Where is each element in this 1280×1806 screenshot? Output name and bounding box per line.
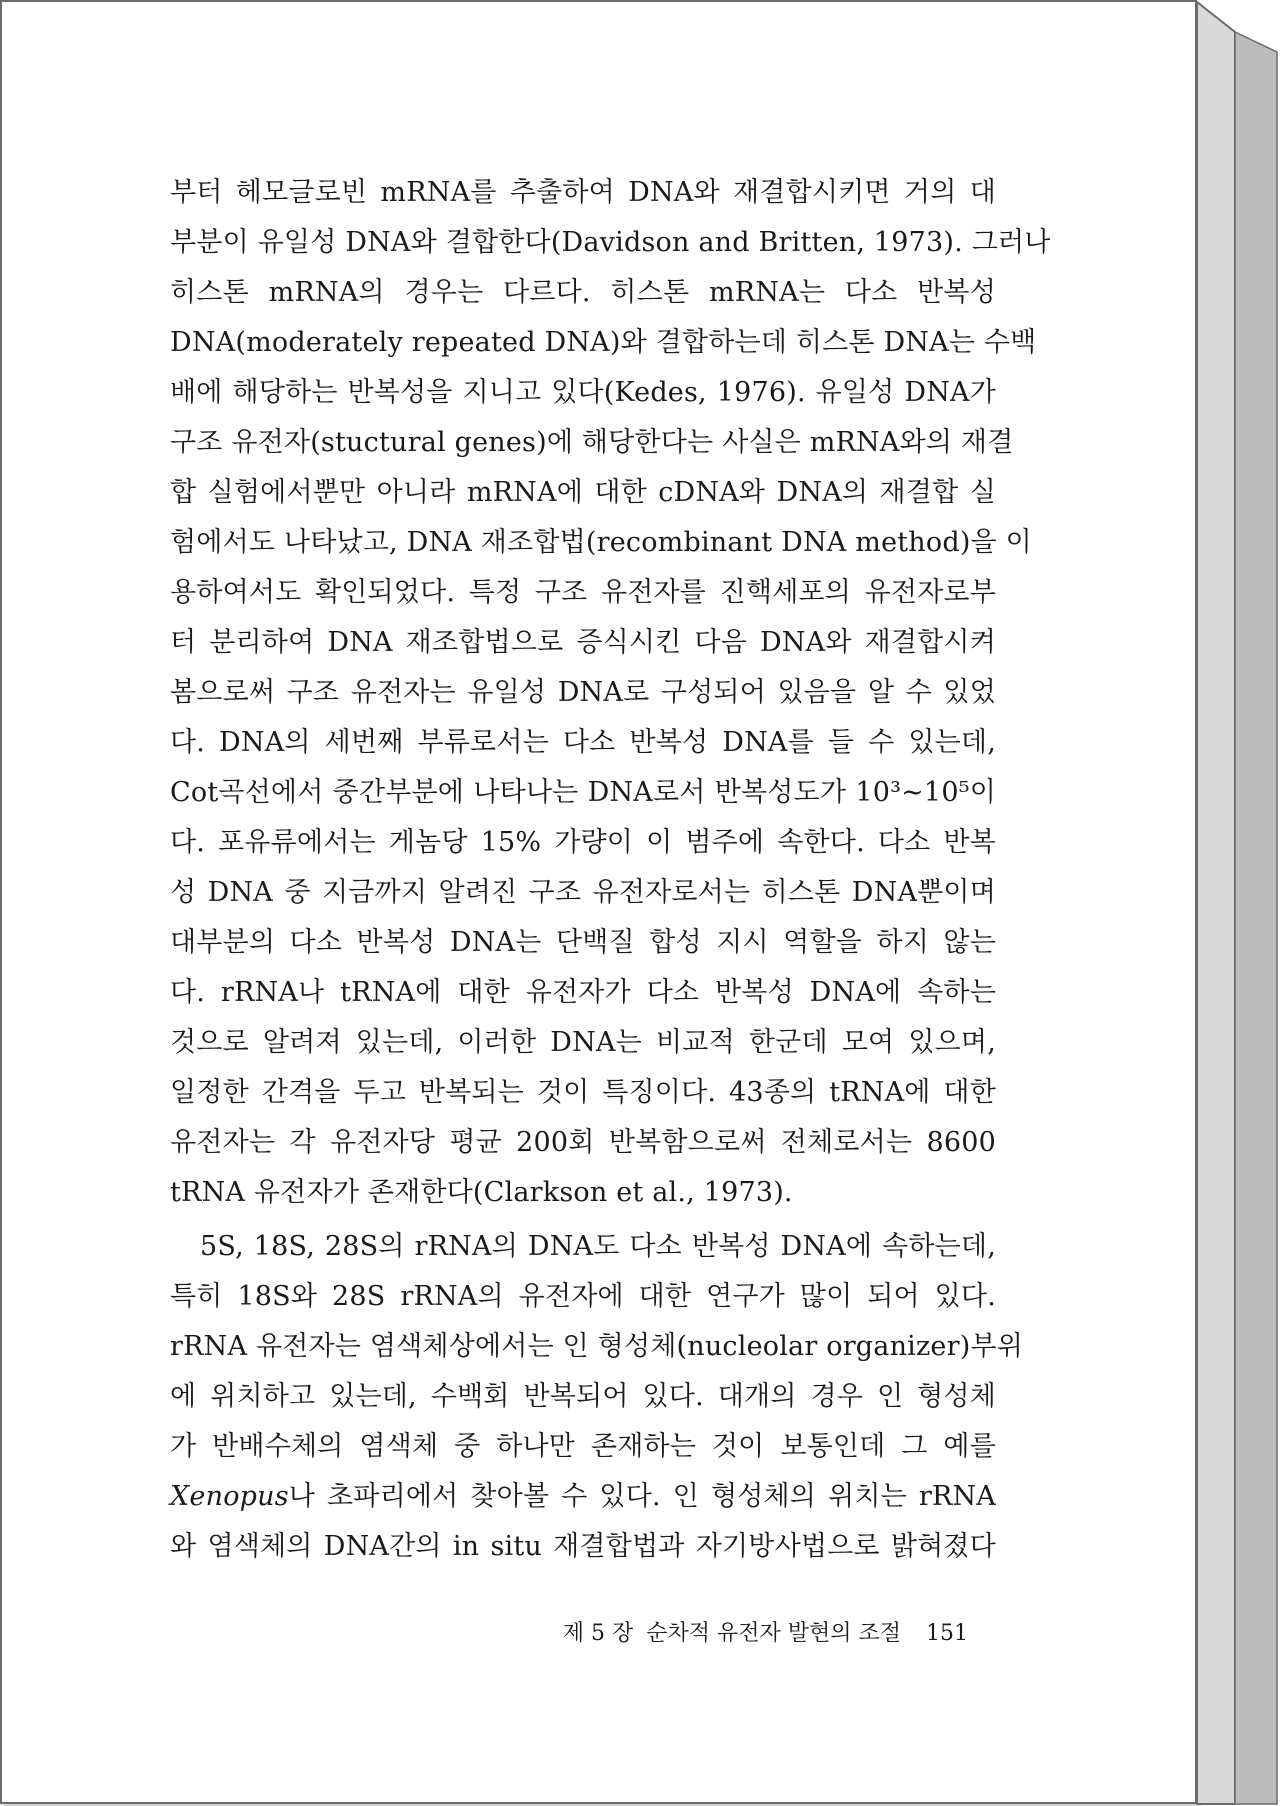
page-footer (548, 1616, 968, 1647)
text-line: DNA(moderately repeated DNA)와 결합하는데 히스톤 DNA는 수백 (170, 327, 1037, 358)
text-line: 합 실험에서뿐만 아니라 mRNA에 대한 cDNA와 DNA의 재결합 실 (170, 477, 996, 508)
paragraph-2 (170, 1222, 1024, 1572)
paragraph-1 (170, 168, 1051, 1218)
text-line: 히스톤 mRNA의 경우는 다르다. 히스톤 mRNA는 다소 반복성 (170, 277, 996, 308)
text-line: 부터 헤모글로빈 mRNA를 추출하여 DNA와 재결합시키면 거의 대 (170, 177, 996, 208)
text-line: 것으로 알려져 있는데, 이러한 DNA는 비교적 한군데 모여 있으며, (170, 1027, 996, 1058)
text-line: Xenopus나 초파리에서 찾아볼 수 있다. 인 형성체의 위치는 rRNA (170, 1481, 996, 1512)
chapter-title: 순차적 유전자 발현의 조절 (646, 1621, 901, 1646)
text-line: tRNA 유전자가 존재한다(Clarkson et al., 1973). (170, 1177, 793, 1208)
text-line: 5S, 18S, 28S의 rRNA의 DNA도 다소 반복성 DNA에 속하는데, (200, 1231, 996, 1262)
page-number: 151 (926, 1621, 968, 1646)
body-text (170, 168, 1051, 1572)
text-line: 부분이 유일성 DNA와 결합한다(Davidson and Britten, 1973). 그러나 (170, 227, 1051, 258)
text-line: 다. DNA의 세번째 부류로서는 다소 반복성 DNA를 들 수 있는데, (170, 727, 996, 758)
text-line: rRNA 유전자는 염색체상에서는 인 형성체(nucleolar organizer)부위 (170, 1331, 1024, 1362)
text-line: 특히 18S와 28S rRNA의 유전자에 대한 연구가 많이 되어 있다. (170, 1281, 996, 1312)
text-line: 에 위치하고 있는데, 수백회 반복되어 있다. 대개의 경우 인 형성체 (170, 1381, 996, 1412)
text-line: 봄으로써 구조 유전자는 유일성 DNA로 구성되어 있음을 알 수 있었 (170, 677, 996, 708)
text-line: 구조 유전자(stuctural genes)에 해당한다는 사실은 mRNA와의 재결 (170, 427, 1014, 458)
text-line: 용하여서도 확인되었다. 특정 구조 유전자를 진핵세포의 유전자로부 (170, 577, 996, 608)
italic-genus-name: Xenopus (170, 1481, 289, 1512)
text-line: 배에 해당하는 반복성을 지니고 있다(Kedes, 1976). 유일성 DNA가 (170, 377, 996, 408)
text-line: 험에서도 나타났고, DNA 재조합법(recombinant DNA method)을 이 (170, 527, 1032, 558)
text-line: 일정한 간격을 두고 반복되는 것이 특징이다. 43종의 tRNA에 대한 (170, 1077, 996, 1108)
text-line: 성 DNA 중 지금까지 알려진 구조 유전자로서는 히스톤 DNA뿐이며 (170, 877, 996, 908)
text-line: 다. rRNA나 tRNA에 대한 유전자가 다소 반복성 DNA에 속하는 (170, 977, 996, 1008)
text-line: 터 분리하여 DNA 재조합법으로 증식시킨 다음 DNA와 재결합시켜 (170, 627, 996, 658)
text-line: 대부분의 다소 반복성 DNA는 단백질 합성 지시 역할을 하지 않는 (170, 927, 996, 958)
text-line: Cot곡선에서 중간부분에 나타나는 DNA로서 반복성도가 10³∼10⁵이 (170, 777, 996, 808)
text-line: 가 반배수체의 염색체 중 하나만 존재하는 것이 보통인데 그 예를 (170, 1431, 996, 1462)
book-edge (1195, 0, 1280, 1806)
text-line: 다. 포유류에서는 게놈당 15% 가량이 이 범주에 속한다. 다소 반복 (170, 827, 996, 858)
text-line: 와 염색체의 DNA간의 in situ 재결합법과 자기방사법으로 밝혀졌다 (170, 1531, 996, 1562)
text-line: 유전자는 각 유전자당 평균 200회 반복함으로써 전체로서는 8600 (170, 1127, 996, 1158)
chapter-label: 제 5 장 (562, 1621, 634, 1646)
